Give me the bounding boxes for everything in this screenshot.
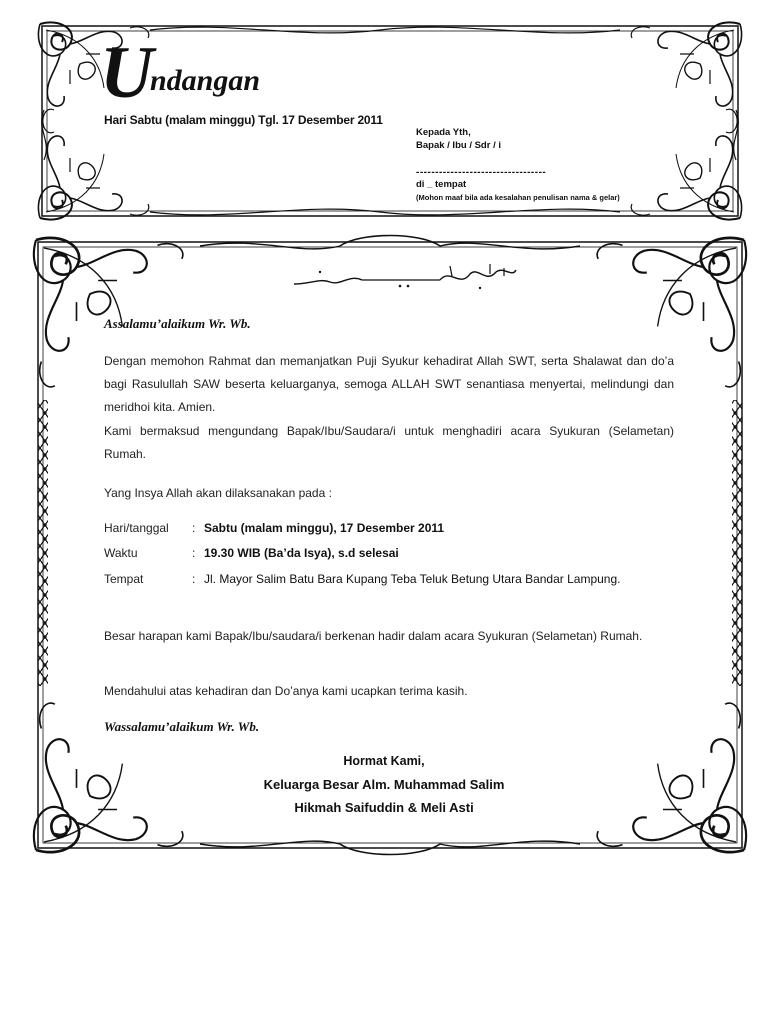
paragraph-schedule-intro: Yang Insya Allah akan dilaksanakan pada :	[104, 486, 332, 500]
detail-value-place: Jl. Mayor Salim Batu Bara Kupang Teba Teluk Betung Utara Bandar Lampung.	[204, 572, 621, 586]
detail-label-place: Tempat	[104, 572, 144, 586]
signature-regards: Hormat Kami,	[343, 754, 425, 768]
detail-colon: :	[192, 521, 196, 535]
title-initial: U	[100, 32, 154, 114]
recipient-place: di _ tempat	[416, 179, 467, 190]
opening-greeting: Assalamu’alaikum Wr. Wb.	[104, 316, 251, 331]
signature-names: Hikmah Saifuddin & Meli Asti	[294, 800, 474, 815]
recipient-block	[416, 126, 501, 152]
detail-colon: :	[192, 546, 196, 560]
recipient-name-line: ----------------------------------	[416, 167, 547, 178]
recipient-titles: Bapak / Ibu / Sdr / i	[416, 140, 501, 151]
paragraph-thanks: Mendahului atas kehadiran dan Do’anya kami ucapkan terima kasih.	[104, 684, 468, 698]
paragraph-invitation: Kami bermaksud mengundang Bapak/Ibu/Saudara/i untuk menghadiri acara Syukuran (Selametan) Rumah.	[104, 424, 674, 461]
closing-greeting: Wassalamu’alaikum Wr. Wb.	[104, 719, 260, 734]
detail-value-time: 19.30 WIB (Ba’da Isya), s.d selesai	[204, 546, 399, 560]
paragraph-opening: Dengan memohon Rahmat dan memanjatkan Puji Syukur kehadirat Allah SWT, serta Shalawat dan do’a bagi Rasulullah SAW beserta keluarganya, semoga ALLAH SWT senantiasa menyertai, melindungi dan meridhoi kita. Amien.	[104, 354, 674, 414]
detail-label-day: Hari/tanggal	[104, 521, 169, 535]
detail-colon: :	[192, 572, 196, 586]
detail-label-time: Waktu	[104, 546, 138, 560]
bismillah-calligraphy	[290, 262, 520, 292]
detail-value-day: Sabtu (malam minggu), 17 Desember 2011	[204, 521, 445, 535]
paragraph-hope: Besar harapan kami Bapak/Ibu/saudara/i berkenan hadir dalam acara Syukuran (Selametan) Rumah.	[104, 629, 643, 643]
recipient-greeting: Kepada Yth,	[416, 127, 471, 138]
title-text: ndangan	[150, 64, 261, 97]
signature-family: Keluarga Besar Alm. Muhammad Salim	[263, 777, 505, 792]
event-date-line: Hari Sabtu (malam minggu) Tgl. 17 Desember 2011	[104, 113, 383, 127]
apology-note: (Mohon maaf bila ada kesalahan penulisan nama & gelar)	[416, 193, 620, 202]
